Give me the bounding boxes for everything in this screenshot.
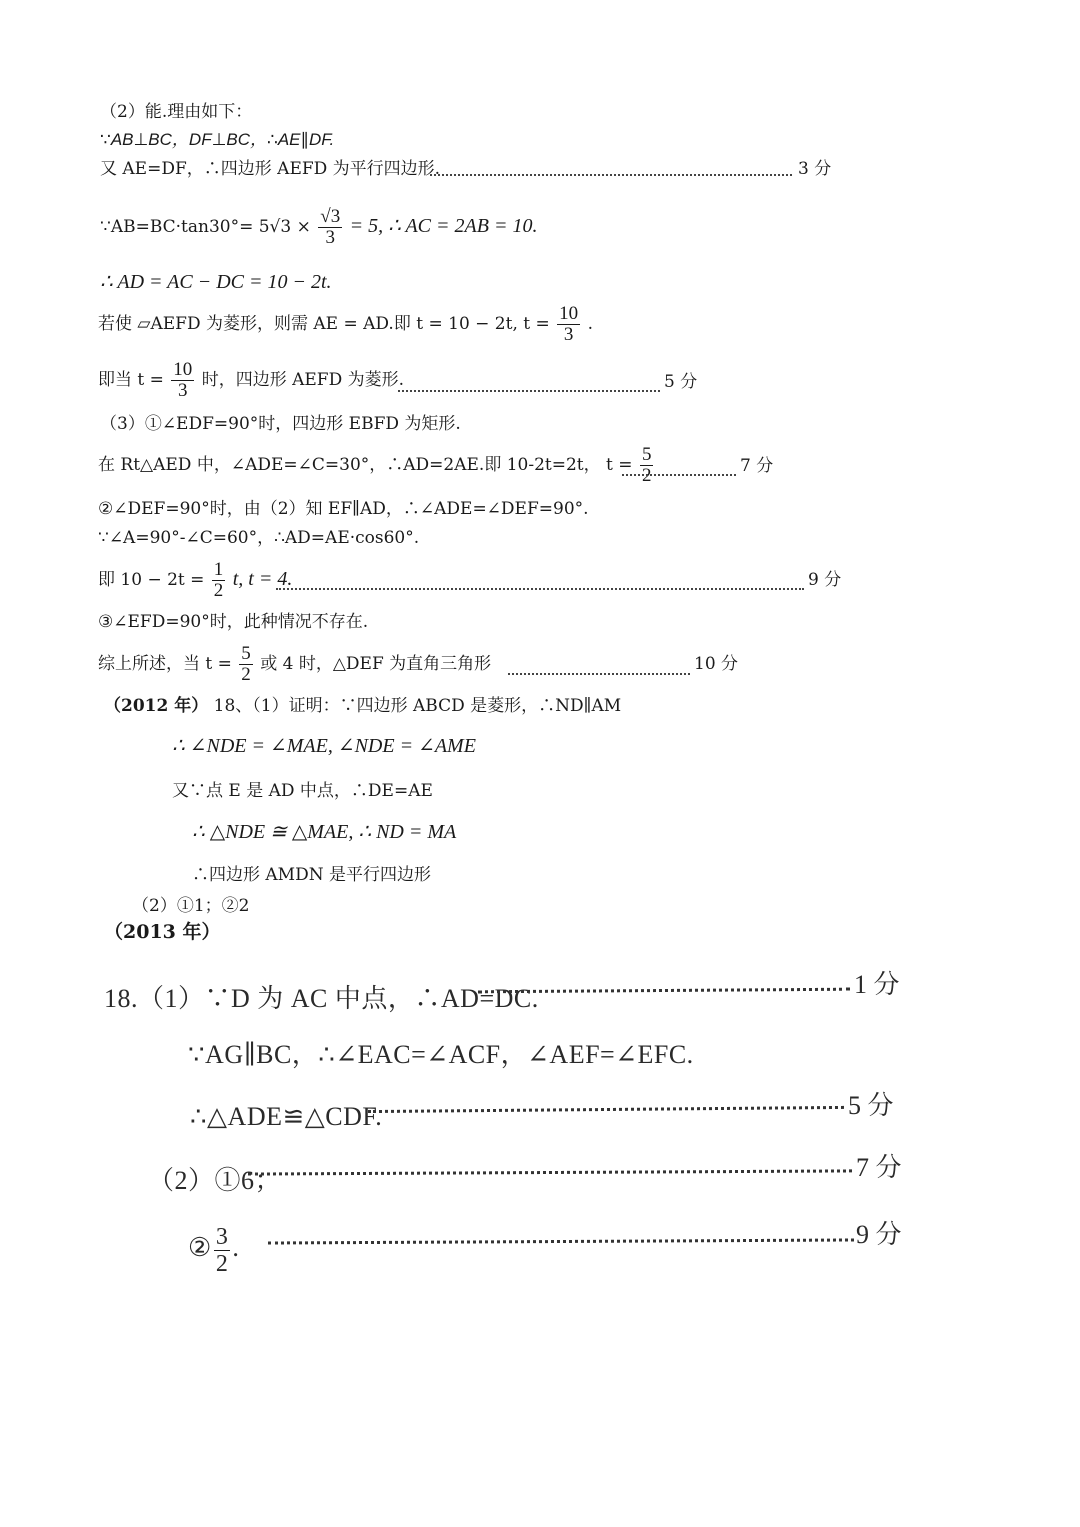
period: .: [232, 1233, 240, 1262]
fraction-denominator: 2: [215, 1250, 229, 1277]
fraction-10-over-3: [557, 304, 580, 345]
fraction-numerator: 10: [173, 359, 193, 380]
score-1: 1 分: [854, 970, 900, 999]
part3-line-efd: ③∠EFD=90°时，此种情况不存在.: [98, 612, 369, 632]
fraction-10-over-3: [171, 360, 194, 401]
score-7: 7 分: [740, 456, 774, 476]
y2013-midpoint: 18.（1）∵D 为 AC 中点，∴AD=DC.: [104, 984, 539, 1013]
conclusion-result: 或 4 时，△DEF 为直角三角形: [260, 654, 492, 674]
fraction-numerator: 5: [641, 444, 652, 465]
part2-heading: （2）能.理由如下：: [100, 102, 253, 122]
part2-line-rhombus-result: [98, 356, 404, 404]
dotted-leader: [368, 1106, 844, 1113]
y2012-congruent: ∴ △NDE ≅ △MAE, ∴ ND = MA: [192, 821, 457, 843]
rt-triangle-text: 在 Rt△AED 中，∠ADE=∠C=30°，∴AD=2AE.即 10-2t=2t， t =: [98, 455, 633, 475]
fraction-denominator: 2: [213, 580, 224, 601]
y2013-part2-second: [188, 1218, 239, 1278]
y2012-angles: ∴ ∠NDE = ∠MAE, ∠NDE = ∠AME: [172, 735, 476, 757]
ac-result: = 5, ∴ AC = 2AB = 10.: [349, 215, 538, 237]
part3-line-cos: ∵∠A=90°-∠C=60°，∴AD=AE·cos60°.: [98, 528, 420, 548]
score-3: 3 分: [798, 159, 832, 179]
rhombus-when-text: 即当 t =: [98, 370, 164, 390]
part2-line-tan: [100, 204, 537, 249]
equation-left: 即 10 − 2t =: [98, 570, 205, 590]
fraction-numerator: 10: [559, 303, 579, 324]
fraction-denominator: 3: [178, 380, 188, 401]
fraction-5-over-2: [239, 644, 253, 685]
fraction-denominator: 2: [241, 664, 251, 685]
year-2012-block: [104, 694, 621, 718]
score-7-2013: 7 分: [856, 1153, 902, 1182]
fraction-5-over-2: [640, 445, 654, 486]
part2-line-parallelogram: 又 AE=DF，∴四边形 AEFD 为平行四边形.: [100, 159, 441, 179]
part2-line-ad: ∴ AD = AC − DC = 10 − 2t.: [100, 271, 332, 293]
part2-line-parallel: ∵AB⊥BC，DF⊥BC，∴AE∥DF.: [100, 130, 335, 149]
part3-line-def: ②∠DEF=90°时，由（2）知 EF∥AD，∴∠ADE=∠DEF=90°.: [98, 499, 589, 519]
year-2013-heading: （2013 年）: [104, 921, 221, 943]
dotted-leader: [268, 1238, 854, 1244]
score-5-2013: 5 分: [848, 1091, 894, 1120]
part3-line-rt-triangle: [98, 440, 655, 490]
period: .: [587, 314, 593, 334]
part3-heading: （3）①∠EDF=90°时，四边形 EBFD 为矩形.: [100, 414, 461, 434]
score-10: 10 分: [694, 654, 739, 674]
part2-line-rhombus-condition: [98, 300, 593, 348]
part3-line-conclusion: [98, 640, 491, 688]
y2012-parallelogram: ∴四边形 AMDN 是平行四边形: [192, 865, 431, 885]
tan-expression: ∵AB=BC·tan30°= 5√3 ×: [100, 217, 311, 237]
score-9-2013: 9 分: [856, 1220, 902, 1249]
dotted-leader: [430, 174, 792, 176]
fraction-3-over-2: [214, 1224, 231, 1277]
score-9: 9 分: [808, 570, 842, 590]
y2012-part2-answers: （2）①1；②2: [132, 896, 250, 916]
part3-line-equation: [98, 555, 292, 604]
y2013-parallel-angles: ∵AG∥BC，∴∠EAC=∠ACF，∠AEF=∠EFC.: [188, 1040, 694, 1069]
dotted-leader: [508, 673, 690, 675]
year-2012-proof-intro: 18、（1）证明：∵四边形 ABCD 是菱形，∴ND∥AM: [213, 696, 622, 716]
y2013-part2-first: （2）①6；: [148, 1166, 282, 1195]
fraction-1-over-2: [212, 560, 226, 601]
year-2012-heading: （2012 年）: [104, 696, 209, 716]
y2013-congruent: ∴△ADE≌△CDF.: [190, 1102, 383, 1131]
fraction-denominator: 3: [325, 227, 335, 248]
equation-right: t, t = 4.: [232, 568, 293, 590]
conclusion-text: 综上所述，当 t =: [98, 654, 232, 674]
fraction-sqrt3-over-3: [318, 207, 342, 248]
fraction-denominator: 3: [563, 324, 574, 345]
rhombus-result-text: 时，四边形 AEFD 为菱形.: [201, 370, 405, 390]
fraction-numerator: √3: [320, 206, 341, 227]
dotted-leader: [248, 1169, 852, 1175]
rhombus-condition-text: 若使 ▱AEFD 为菱形，则需 AE = AD.即 t = 10 − 2t, t =: [98, 314, 550, 334]
circled-2: ②: [188, 1233, 212, 1262]
fraction-numerator: 3: [215, 1223, 229, 1250]
dotted-leader: [398, 390, 660, 392]
score-5: 5 分: [664, 372, 698, 392]
dotted-leader: [276, 588, 804, 590]
fraction-numerator: 1: [213, 559, 224, 580]
fraction-numerator: 5: [241, 643, 251, 664]
fraction-denominator: 2: [641, 465, 652, 486]
dotted-leader: [622, 474, 736, 476]
y2012-midpoint: 又∵点 E 是 AD 中点，∴DE=AE: [172, 781, 433, 801]
